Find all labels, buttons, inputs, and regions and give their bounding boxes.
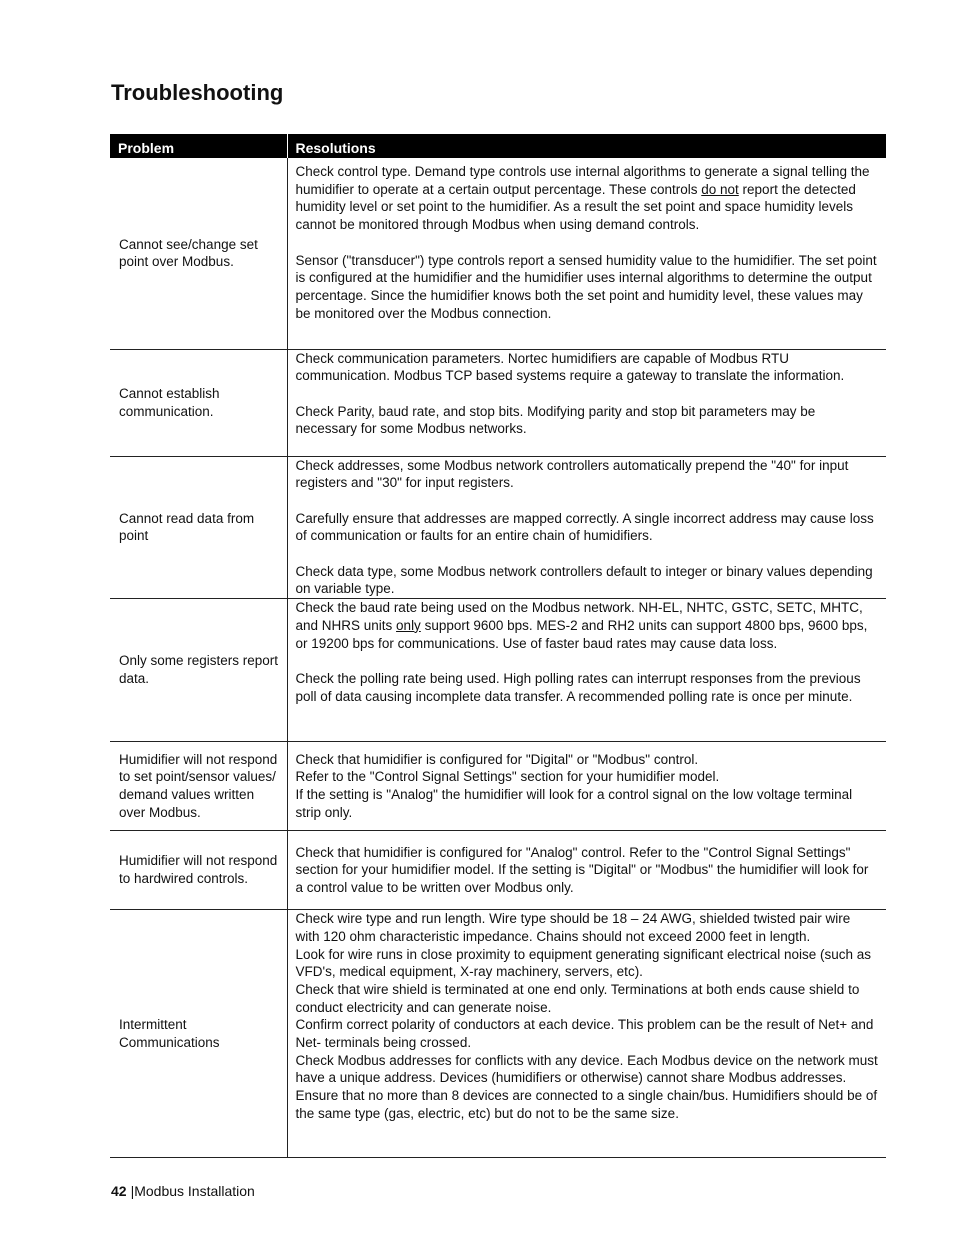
resolution-paragraph: Check the polling rate being used. High polling rates can interrupt responses from the previous poll of data causing incomplete data transfer. A recommended polling rate is once per minute.	[295, 670, 861, 704]
problem-cell: Cannot establish communication.	[110, 349, 287, 456]
resolution-cell	[287, 349, 886, 456]
table-header-row	[110, 134, 886, 158]
resolution-cell	[287, 599, 886, 742]
table-row	[110, 349, 886, 456]
resolution-paragraph: Check communication parameters. Nortec humidifiers are capable of Modbus RTU communication. Modbus TCP based systems require a gateway to translate the information.	[295, 350, 845, 384]
resolution-line: If the setting is "Analog" the humidifier will look for a control signal on the low voltage terminal strip only.	[295, 787, 853, 820]
resolution-paragraph: Carefully ensure that addresses are mapped correctly. A single incorrect address may cause loss of communication or faults for an entire chain of humidifiers.	[295, 510, 874, 544]
resolution-text: Check control type. Demand type controls use internal algorithms to generate a signal telling the humidifier to operate at a certain output percentage. These controls	[295, 164, 870, 197]
resolution-paragraph: Check Parity, baud rate, and stop bits. Modifying parity and stop bit parameters may be necessary for some Modbus networks.	[295, 403, 816, 437]
resolution-text: Check the baud rate being used on the Modbus network. NH-EL, NHTC, GSTC, SETC, MHTC, and NHRS units	[295, 600, 863, 633]
problem-cell: Humidifier will not respond to hardwired controls.	[110, 831, 287, 910]
resolution-line: Confirm correct polarity of conductors at each device. This problem can be the result of Net+ and Net- terminals being crossed.	[295, 1017, 874, 1051]
problem-cell: Humidifier will not respond to set point/sensor values/ demand values written over Modbus.	[110, 742, 287, 831]
table-row	[110, 831, 886, 910]
resolution-paragraph: Check addresses, some Modbus network controllers automatically prepend the "40" for input registers and "30" for input registers.	[295, 457, 849, 491]
resolution-cell	[287, 158, 886, 349]
problem-cell: Intermittent Communications	[110, 910, 287, 1158]
resolution-line: Look for wire runs in close proximity to equipment generating significant electrical noise (such as VFD's, medical equipment, X-ray machinery, servers, etc).	[295, 946, 872, 980]
resolution-paragraph	[296, 163, 879, 234]
resolution-line: Check that humidifier is configured for "Digital" or "Modbus" control.	[295, 751, 699, 767]
problem-cell: Cannot see/change set point over Modbus.	[110, 158, 287, 349]
resolution-text: report the detected humidity level or set point to the humidifier. As a result the set point and space humidity levels cannot be monitored through Modbus when using demand controls.	[295, 181, 856, 233]
resolution-cell	[287, 831, 886, 910]
table-row	[110, 456, 886, 599]
resolution-cell	[287, 910, 886, 1158]
table-row	[110, 742, 886, 831]
problem-cell: Cannot read data from point	[110, 456, 287, 599]
underlined-text: only	[396, 617, 421, 633]
troubleshooting-table	[110, 134, 886, 1158]
page-number: 42	[111, 1183, 127, 1199]
problem-cell: Only some registers report data.	[110, 599, 287, 742]
table-row	[110, 599, 886, 742]
resolution-text: support 9600 bps. MES-2 and RH2 units can support 4800 bps, 9600 bps, or 19200 bps for communications. Use of faster baud rates may cause data loss.	[295, 617, 868, 651]
resolution-line: Refer to the "Control Signal Settings" section for your humidifier model.	[295, 769, 720, 785]
page-title: Troubleshooting	[111, 80, 284, 105]
resolution-paragraph: Sensor ("transducer") type controls report a sensed humidity value to the humidifier. The set point is configured at the humidifier and the humidifier uses internal algorithms to determine the output percentage. Since the humidifier knows both the set point and humidity level, these values may be monitored over the Modbus connection.	[295, 252, 877, 321]
resolution-paragraph: Check that humidifier is configured for "Analog" control. Refer to the "Control Signal Settings" section for your humidifier model. If the setting is "Digital" or "Modbus" the humidifier will look for a control value to be written over Modbus only.	[295, 844, 869, 895]
resolution-cell	[287, 742, 886, 831]
resolution-paragraph	[296, 599, 879, 652]
resolution-line: Check Modbus addresses for conflicts with any device. Each Modbus device on the network must have a unique address. Devices (humidifiers or otherwise) cannot share Modbus addresses.	[295, 1052, 878, 1086]
resolution-cell	[287, 456, 886, 599]
header-resolutions: Resolutions	[287, 134, 886, 158]
resolution-line: Check wire type and run length. Wire type should be 18 – 24 AWG, shielded twisted pair wire with 120 ohm characteristic impedance. Chains should not exceed 2000 feet in length.	[295, 911, 851, 944]
resolution-paragraph: Check data type, some Modbus network controllers default to integer or binary values depending on variable type.	[295, 563, 873, 597]
resolution-line: Ensure that no more than 8 devices are connected to a single chain/bus. Humidifiers should be of the same type (gas, electric, etc) but do not to be the same size.	[295, 1088, 878, 1121]
underlined-text: do not	[701, 181, 739, 197]
table-row	[110, 910, 886, 1158]
footer-separator: |	[130, 1183, 135, 1199]
page-footer	[111, 1183, 255, 1199]
header-problem: Problem	[110, 134, 287, 158]
footer-section: Modbus Installation	[134, 1183, 255, 1199]
table-row	[110, 158, 886, 349]
resolution-line: Check that wire shield is terminated at one end only. Terminations at both ends cause shield to conduct electricity and can generate noise.	[295, 981, 860, 1015]
